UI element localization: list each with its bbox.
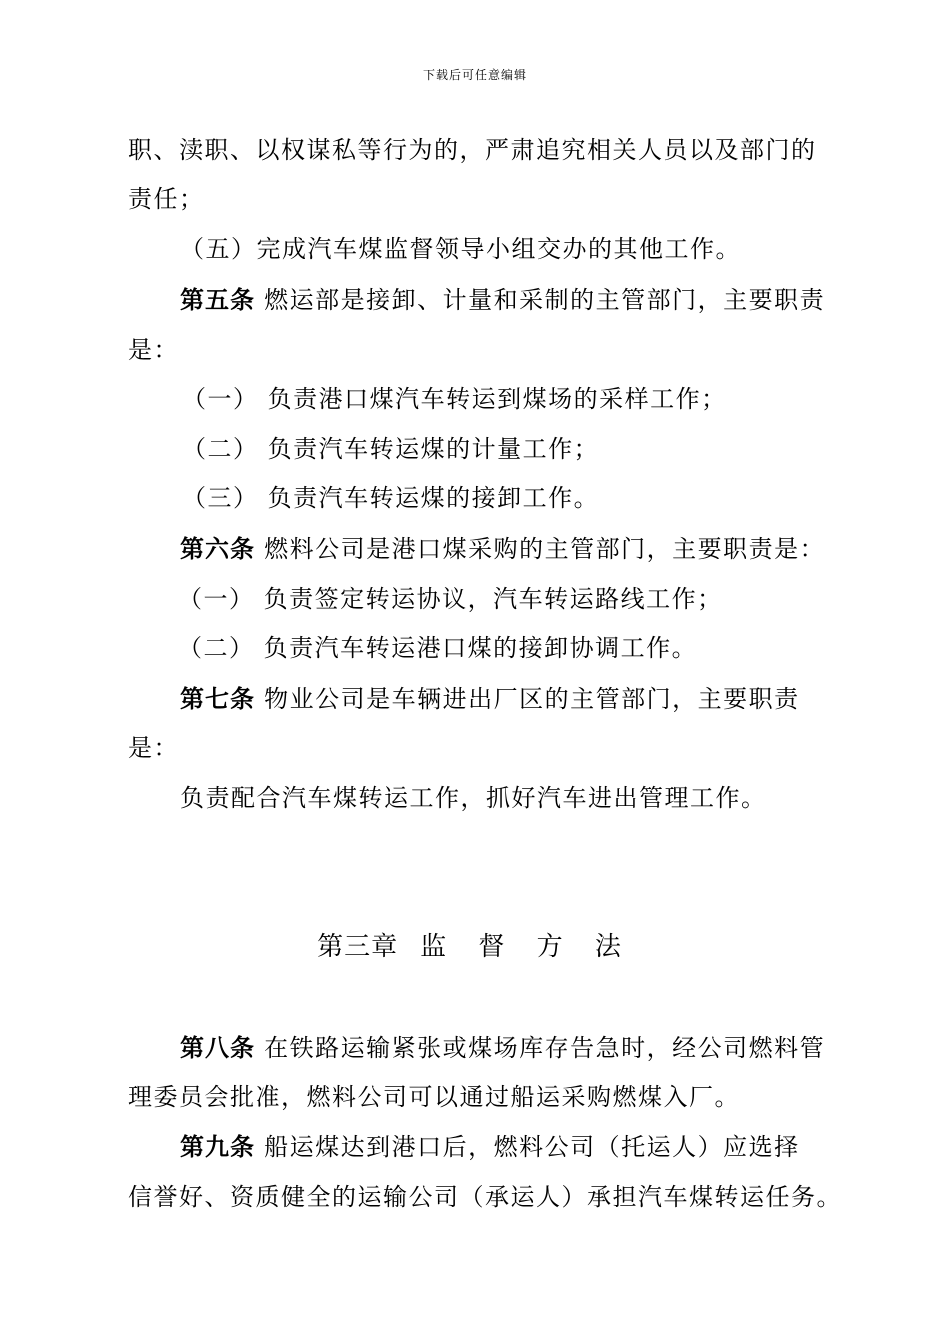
article-text: 在铁路运输紧张或煤场库存告急时，经公司燃料管 bbox=[264, 1034, 826, 1062]
paragraph-line: 信誉好、资质健全的运输公司（承运人）承担汽车煤转运任务。 bbox=[128, 1183, 842, 1211]
article-label: 第五条 bbox=[180, 286, 255, 314]
paragraph-line: （五）完成汽车煤监督领导小组交办的其他工作。 bbox=[180, 235, 741, 263]
list-item: （一） 负责签定转运协议，汽车转运路线工作； bbox=[178, 585, 723, 613]
article-text: 船运煤达到港口后，燃料公司（托运人）应选择 bbox=[264, 1133, 800, 1161]
article-7 bbox=[180, 685, 800, 713]
list-item: （二） 负责汽车转运煤的计量工作； bbox=[182, 435, 600, 463]
paragraph-line: 是： bbox=[128, 734, 179, 762]
paragraph-line: 职、渎职、以权谋私等行为的，严肃追究相关人员以及部门的 bbox=[128, 136, 817, 164]
paragraph-line: 是： bbox=[128, 336, 179, 364]
chapter-number: 第三章 bbox=[317, 932, 399, 962]
article-5 bbox=[180, 286, 825, 314]
article-label: 第八条 bbox=[180, 1034, 255, 1062]
article-6 bbox=[180, 535, 825, 563]
list-item: （二） 负责汽车转运港口煤的接卸协调工作。 bbox=[178, 634, 698, 662]
article-text: 燃料公司是港口煤采购的主管部门，主要职责是： bbox=[264, 535, 826, 563]
article-8 bbox=[180, 1034, 825, 1062]
list-item: （三） 负责汽车转运煤的接卸工作。 bbox=[182, 484, 600, 512]
paragraph-line: 责任； bbox=[128, 185, 205, 213]
paragraph-line: 理委员会批准，燃料公司可以通过船运采购燃煤入厂。 bbox=[128, 1083, 740, 1111]
article-label: 第六条 bbox=[180, 535, 255, 563]
page-header: 下载后可任意编辑 bbox=[422, 68, 527, 82]
article-text: 燃运部是接卸、计量和采制的主管部门，主要职责 bbox=[264, 286, 826, 314]
article-label: 第九条 bbox=[180, 1133, 255, 1161]
article-label: 第七条 bbox=[180, 685, 255, 713]
article-text: 物业公司是车辆进出厂区的主管部门，主要职责 bbox=[264, 685, 800, 713]
paragraph-line: 负责配合汽车煤转运工作，抓好汽车进出管理工作。 bbox=[180, 784, 767, 812]
list-item: （一） 负责港口煤汽车转运到煤场的采样工作； bbox=[182, 385, 727, 413]
chapter-title: 监 督 方 法 bbox=[420, 932, 633, 962]
chapter-heading bbox=[0, 932, 950, 962]
article-9 bbox=[180, 1133, 800, 1161]
